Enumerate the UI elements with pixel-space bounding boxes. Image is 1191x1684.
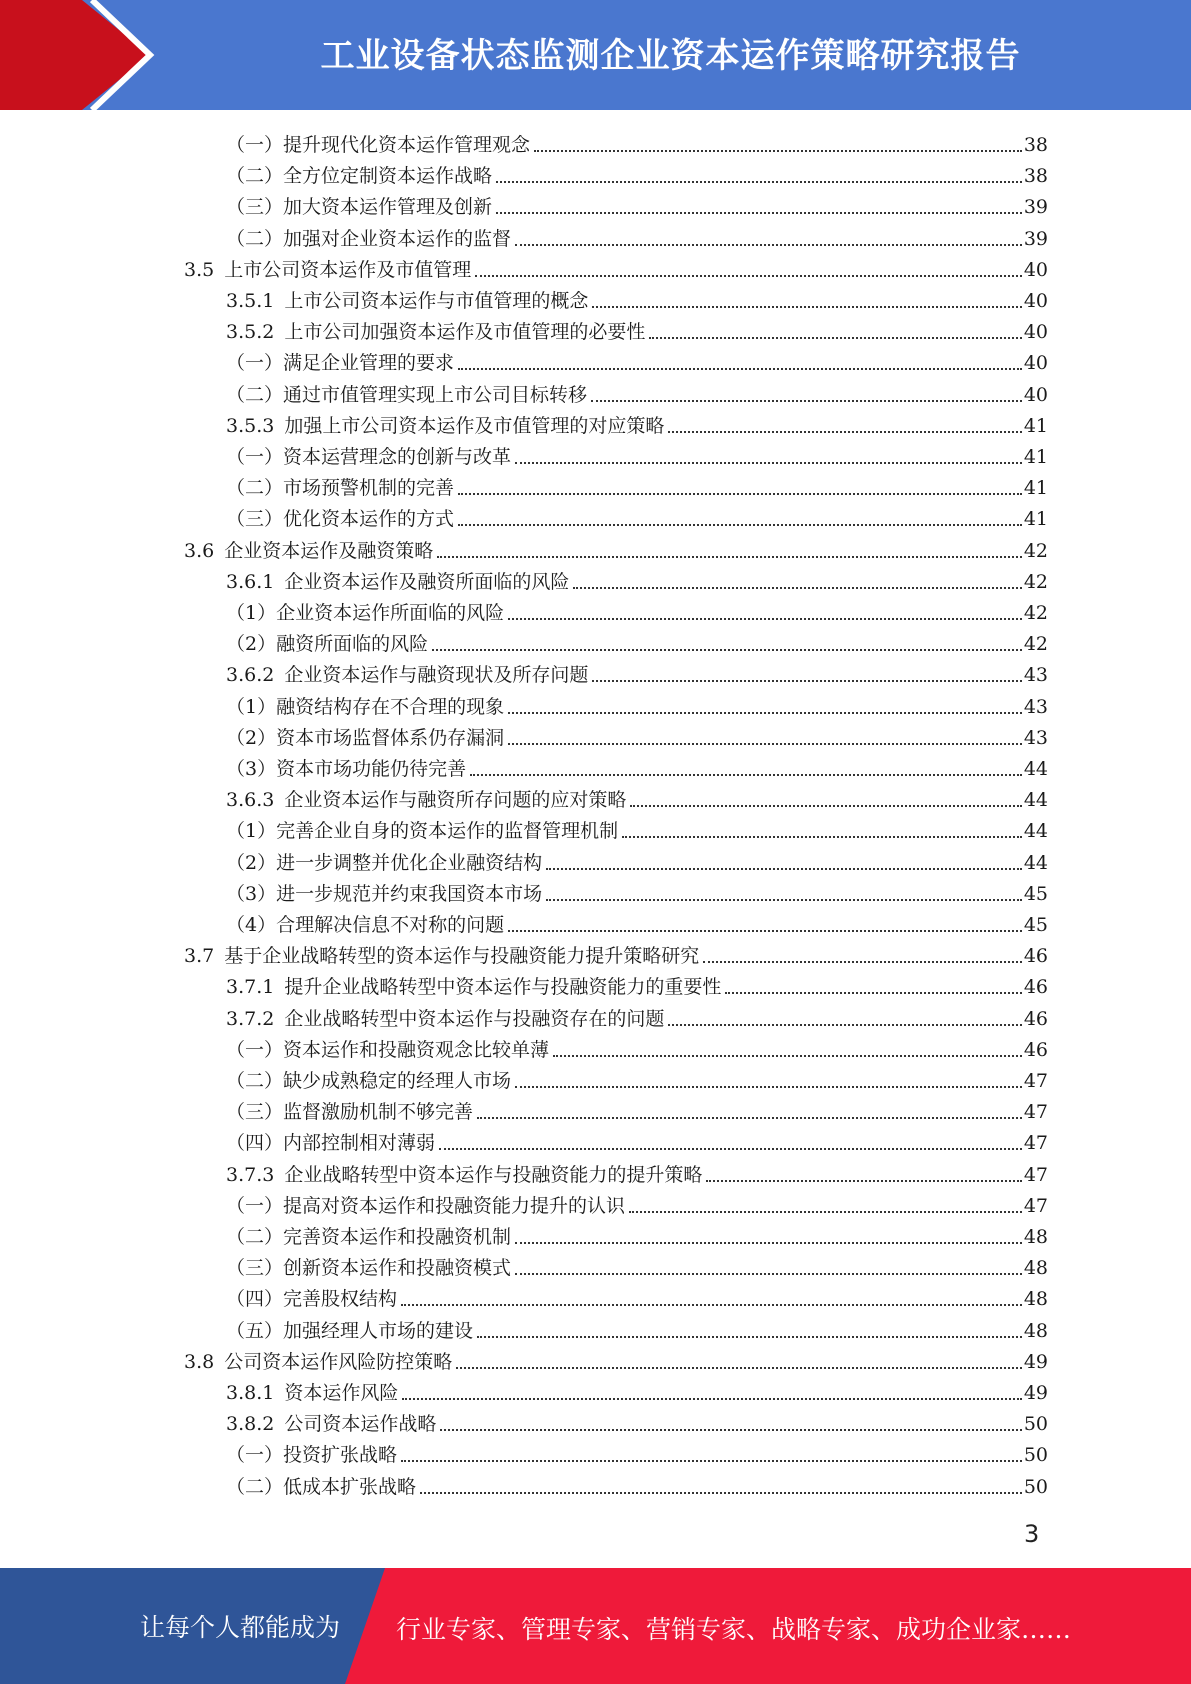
toc-entry-label xyxy=(226,382,591,408)
toc-entry-text: （一）投资扩张战略 xyxy=(226,1444,398,1467)
toc-entry[interactable] xyxy=(184,253,1048,283)
toc-entry-text: （三）加大资本运作管理及创新 xyxy=(226,196,493,219)
toc-entry-text: （2）资本市场监督体系仍存漏洞 xyxy=(226,726,505,749)
toc-entry-page: 50 xyxy=(1023,1444,1048,1467)
toc-entry[interactable] xyxy=(226,1407,1048,1437)
toc-entry-number: 3.6.3 xyxy=(226,789,275,812)
toc-entry[interactable] xyxy=(226,814,1048,844)
toc-entry[interactable] xyxy=(184,534,1048,564)
toc-entry-page: 47 xyxy=(1023,1132,1048,1155)
toc-entry[interactable] xyxy=(226,502,1048,532)
toc-entry-text: （二）市场预警机制的完善 xyxy=(226,477,455,500)
toc-dot-leader xyxy=(508,743,1022,745)
toc-dot-leader xyxy=(630,805,1021,807)
toc-dot-leader xyxy=(629,1211,1022,1213)
toc-entry-page: 47 xyxy=(1023,1101,1048,1124)
toc-dot-leader xyxy=(515,1086,1022,1088)
toc-entry[interactable] xyxy=(226,1282,1048,1312)
toc-dot-leader xyxy=(592,680,1021,682)
toc-entry-label xyxy=(226,1224,515,1250)
toc-dot-leader xyxy=(496,181,1022,183)
toc-entry-text: （3）资本市场功能仍待完善 xyxy=(226,758,467,780)
toc-dot-leader xyxy=(401,1304,1022,1306)
toc-entry[interactable] xyxy=(226,1251,1048,1281)
toc-entry-text: 企业资本运作与融资现状及所存问题 xyxy=(284,664,589,687)
toc-dot-leader xyxy=(573,587,1021,589)
toc-entry-text: （四）内部控制相对薄弱 xyxy=(226,1132,436,1155)
toc-entry-label xyxy=(226,1286,401,1312)
toc-dot-leader xyxy=(515,1273,1022,1275)
toc-dot-leader xyxy=(458,368,1022,370)
toc-entry-label xyxy=(226,694,508,720)
toc-entry-text: 企业资本运作及融资所面临的风险 xyxy=(284,570,570,593)
toc-entry-page: 48 xyxy=(1023,1288,1048,1311)
toc-entry-page: 43 xyxy=(1023,726,1048,749)
toc-entry-number: 3.7.2 xyxy=(226,1007,275,1030)
toc-dot-leader xyxy=(592,306,1021,308)
toc-entry-text: （1）融资结构存在不合理的现象 xyxy=(226,695,505,718)
toc-entry-label xyxy=(226,350,458,376)
toc-entry-text: （一）提升现代化资本运作管理观念 xyxy=(226,134,531,156)
toc-dot-leader xyxy=(649,337,1021,339)
toc-entry[interactable] xyxy=(226,1158,1048,1188)
toc-entry-label xyxy=(226,818,622,844)
toc-entry[interactable] xyxy=(226,409,1048,439)
toc-entry-page: 44 xyxy=(1023,758,1048,780)
toc-entry-text: 上市公司资本运作与市值管理的概念 xyxy=(284,290,589,312)
toc-entry-page: 48 xyxy=(1023,1319,1048,1342)
toc-entry-text: （1）完善企业自身的资本运作的监督管理机制 xyxy=(226,820,619,843)
toc-dot-leader xyxy=(668,431,1021,433)
toc-entry-page: 39 xyxy=(1023,227,1048,250)
toc-entry-number: 3.8.2 xyxy=(226,1413,275,1436)
toc-entry-text: （二）完善资本运作和投融资机制 xyxy=(226,1226,512,1248)
toc-entry-text: 资本运作风险 xyxy=(284,1382,399,1404)
toc-entry-label xyxy=(184,943,703,969)
toc-dot-leader xyxy=(437,556,1022,558)
toc-entry-text: （1）企业资本运作所面临的风险 xyxy=(226,602,505,624)
toc-dot-leader xyxy=(432,649,1022,651)
toc-entry-number: 3.6 xyxy=(184,539,215,562)
toc-dot-leader xyxy=(439,1148,1022,1150)
toc-entry-page: 46 xyxy=(1023,976,1048,999)
toc-entry-number: 3.7 xyxy=(184,945,215,968)
toc-entry-label xyxy=(226,974,725,1000)
toc-entry-page: 48 xyxy=(1023,1226,1048,1248)
toc-entry-text: 企业战略转型中资本运作与投融资能力的提升策略 xyxy=(284,1163,703,1186)
toc-entry-text: （二）加强对企业资本运作的监督 xyxy=(226,227,512,250)
toc-entry[interactable] xyxy=(226,1033,1048,1063)
toc-entry[interactable] xyxy=(184,1345,1048,1375)
toc-entry-label xyxy=(226,725,508,751)
toc-entry[interactable] xyxy=(226,877,1048,907)
toc-entry-page: 42 xyxy=(1023,570,1048,593)
toc-entry-text: （二）全方位定制资本运作战略 xyxy=(226,165,493,188)
toc-entry[interactable] xyxy=(226,1314,1048,1344)
toc-entry-label xyxy=(226,569,573,595)
toc-dot-leader xyxy=(622,836,1022,838)
toc-entry-label xyxy=(226,881,546,907)
toc-entry[interactable] xyxy=(226,128,1048,158)
toc-entry-label xyxy=(226,787,630,813)
toc-entry-text: （三）监督激励机制不够完善 xyxy=(226,1101,474,1124)
toc-entry-label xyxy=(226,319,649,345)
toc-entry[interactable] xyxy=(226,690,1048,720)
toc-dot-leader xyxy=(668,1024,1021,1026)
toc-entry-label xyxy=(226,1411,440,1437)
toc-entry[interactable] xyxy=(226,1095,1048,1125)
toc-dot-leader xyxy=(475,275,1022,277)
toc-entry[interactable] xyxy=(226,1470,1048,1500)
toc-entry-label xyxy=(226,1068,515,1094)
toc-entry-label xyxy=(226,1037,553,1063)
toc-entry-page: 40 xyxy=(1023,383,1048,406)
toc-entry-label xyxy=(226,1193,629,1219)
toc-dot-leader xyxy=(508,930,1022,932)
toc-dot-leader xyxy=(534,150,1022,152)
toc-entry-page: 48 xyxy=(1023,1257,1048,1280)
toc-entry-page: 42 xyxy=(1023,602,1048,624)
toc-entry-label xyxy=(226,1380,402,1406)
toc-entry[interactable] xyxy=(226,783,1048,813)
footer-slogan-right: 行业专家、管理专家、营销专家、战略专家、成功企业家…… xyxy=(396,1615,1072,1644)
toc-entry-text: 加强上市公司资本运作及市值管理的对应策略 xyxy=(284,414,665,437)
toc-entry[interactable] xyxy=(226,1002,1048,1032)
toc-dot-leader xyxy=(515,462,1022,464)
toc-entry-page: 42 xyxy=(1023,633,1048,656)
toc-entry-label xyxy=(226,1162,706,1188)
toc-entry[interactable] xyxy=(226,846,1048,876)
toc-entry-page: 44 xyxy=(1023,789,1048,812)
toc-dot-leader xyxy=(553,1055,1022,1057)
toc-entry-page: 43 xyxy=(1023,664,1048,687)
toc-entry-text: （三）创新资本运作和投融资模式 xyxy=(226,1257,512,1280)
toc-entry-label xyxy=(226,631,432,657)
toc-entry-text: 基于企业战略转型的资本运作与投融资能力提升策略研究 xyxy=(224,945,700,968)
toc-dot-leader xyxy=(496,212,1022,214)
footer-slogan-left: 让每个人都能成为 xyxy=(140,1613,341,1642)
toc-entry[interactable] xyxy=(226,1064,1048,1094)
toc-entry-label xyxy=(226,413,668,439)
toc-entry-label xyxy=(226,288,592,314)
toc-entry-page: 45 xyxy=(1023,882,1048,905)
toc-dot-leader xyxy=(546,899,1022,901)
toc-entry-number: 3.5.2 xyxy=(226,321,275,344)
toc-entry-number: 3.5.3 xyxy=(226,414,275,437)
toc-entry-page: 45 xyxy=(1023,914,1048,936)
toc-entry-label xyxy=(226,1099,477,1125)
toc-dot-leader xyxy=(401,1460,1022,1462)
toc-entry-page: 50 xyxy=(1023,1475,1048,1498)
toc-entry-page: 46 xyxy=(1023,1038,1048,1061)
toc-entry-label xyxy=(226,756,470,782)
toc-dot-leader xyxy=(458,493,1022,495)
toc-entry[interactable] xyxy=(184,939,1048,969)
toc-entry-text: 企业战略转型中资本运作与投融资存在的问题 xyxy=(284,1007,665,1030)
toc-entry-text: （一）提高对资本运作和投融资能力提升的认识 xyxy=(226,1194,626,1217)
toc-entry-label xyxy=(226,1255,515,1281)
toc-entry-label xyxy=(226,850,546,876)
toc-entry-page: 41 xyxy=(1023,508,1048,531)
toc-entry-text: （三）优化资本运作的方式 xyxy=(226,508,455,531)
toc-entry-page: 44 xyxy=(1023,820,1048,843)
toc-dot-leader xyxy=(470,774,1022,776)
toc-entry[interactable] xyxy=(226,721,1048,751)
toc-entry[interactable] xyxy=(226,1126,1048,1156)
toc-dot-leader xyxy=(420,1492,1022,1494)
toc-entry-page: 41 xyxy=(1023,414,1048,437)
toc-dot-leader xyxy=(440,1429,1021,1431)
toc-entry-page: 38 xyxy=(1023,134,1048,156)
toc-dot-leader xyxy=(515,1242,1022,1244)
toc-entry[interactable] xyxy=(226,440,1048,470)
toc-entry-page: 41 xyxy=(1023,477,1048,500)
toc-entry[interactable] xyxy=(226,284,1048,314)
toc-entry-text: （3）进一步规范并约束我国资本市场 xyxy=(226,882,543,905)
toc-dot-leader xyxy=(477,1336,1022,1338)
toc-entry-label xyxy=(226,194,496,220)
toc-entry-page: 40 xyxy=(1023,258,1048,281)
toc-entry-page: 47 xyxy=(1023,1163,1048,1186)
toc-entry[interactable] xyxy=(226,596,1048,626)
toc-entry-text: （一）资本运营理念的创新与改革 xyxy=(226,446,512,468)
toc-entry-text: （四）完善股权结构 xyxy=(226,1288,398,1311)
toc-entry-page: 50 xyxy=(1023,1413,1048,1436)
toc-entry-label xyxy=(226,475,458,501)
toc-entry-text: （2）进一步调整并优化企业融资结构 xyxy=(226,851,543,874)
toc-entry-text: （一）满足企业管理的要求 xyxy=(226,352,455,375)
toc-entry-label xyxy=(184,538,437,564)
toc-dot-leader xyxy=(706,1180,1021,1182)
toc-entry-page: 44 xyxy=(1023,851,1048,874)
toc-dot-leader xyxy=(402,1398,1021,1400)
toc-dot-leader xyxy=(508,618,1022,620)
page-footer xyxy=(0,1568,1191,1684)
toc-entry[interactable] xyxy=(226,627,1048,657)
toc-entry-label xyxy=(226,1130,439,1156)
toc-entry-number: 3.7.1 xyxy=(226,976,275,999)
toc-entry[interactable] xyxy=(226,378,1048,408)
toc-entry-number: 3.8.1 xyxy=(226,1382,275,1404)
toc-entry-label xyxy=(226,1318,477,1344)
page-number: 3 xyxy=(1024,1520,1040,1548)
toc-entry-page: 40 xyxy=(1023,290,1048,312)
toc-entry-text: （二）低成本扩张战略 xyxy=(226,1475,417,1498)
toc-entry[interactable] xyxy=(226,908,1048,938)
toc-entry[interactable] xyxy=(226,1438,1048,1468)
toc-entry-text: （2）融资所面临的风险 xyxy=(226,633,429,656)
toc-entry[interactable] xyxy=(226,159,1048,189)
toc-entry-number: 3.8 xyxy=(184,1350,215,1373)
toc-entry-label xyxy=(184,1349,456,1375)
toc-entry-label xyxy=(226,1474,420,1500)
toc-entry-text: 企业资本运作与融资所存问题的应对策略 xyxy=(284,789,627,812)
toc-entry-number: 3.6.2 xyxy=(226,664,275,687)
toc-dot-leader xyxy=(515,244,1022,246)
toc-entry-label xyxy=(226,662,592,688)
toc-entry-text: 提升企业战略转型中资本运作与投融资能力的重要性 xyxy=(284,976,722,999)
toc-entry-text: （五）加强经理人市场的建设 xyxy=(226,1319,474,1342)
toc-entry-text: 公司资本运作风险防控策略 xyxy=(224,1350,453,1373)
toc-entry[interactable] xyxy=(226,190,1048,220)
toc-entry-label xyxy=(226,600,508,626)
toc-entry-number: 3.5 xyxy=(184,258,215,281)
toc-entry-text: （二）缺少成熟稳定的经理人市场 xyxy=(226,1070,512,1092)
toc-dot-leader xyxy=(703,961,1022,963)
toc-entry-page: 42 xyxy=(1023,539,1048,562)
toc-entry[interactable] xyxy=(226,970,1048,1000)
toc-dot-leader xyxy=(725,992,1021,994)
toc-entry[interactable] xyxy=(226,565,1048,595)
toc-entry-text: 上市公司加强资本运作及市值管理的必要性 xyxy=(284,321,646,344)
toc-entry-text: 上市公司资本运作及市值管理 xyxy=(224,258,472,281)
toc-entry-number: 3.6.1 xyxy=(226,570,275,593)
toc-entry-page: 41 xyxy=(1023,446,1048,468)
toc-entry-text: 公司资本运作战略 xyxy=(284,1413,437,1436)
toc-entry-label xyxy=(226,1442,401,1468)
toc-entry[interactable] xyxy=(226,658,1048,688)
toc-entry-page: 49 xyxy=(1023,1382,1048,1404)
toc-entry-text: （二）通过市值管理实现上市公司目标转移 xyxy=(226,383,588,406)
toc-entry-text: （一）资本运作和投融资观念比较单薄 xyxy=(226,1038,550,1061)
toc-entry-page: 40 xyxy=(1023,321,1048,344)
toc-entry-text: （4）合理解决信息不对称的问题 xyxy=(226,914,505,936)
toc-entry-page: 46 xyxy=(1023,1007,1048,1030)
toc-entry-page: 43 xyxy=(1023,695,1048,718)
toc-entry-label xyxy=(184,257,475,283)
toc-entry-number: 3.5.1 xyxy=(226,290,275,312)
toc-entry-label xyxy=(226,506,458,532)
toc-entry[interactable] xyxy=(226,471,1048,501)
toc-entry-label xyxy=(226,226,515,252)
toc-entry[interactable] xyxy=(226,315,1048,345)
report-title: 工业设备状态监测企业资本运作策略研究报告 xyxy=(320,36,1021,76)
toc-entry-page: 39 xyxy=(1023,196,1048,219)
toc-dot-leader xyxy=(458,524,1022,526)
toc-entry-page: 40 xyxy=(1023,352,1048,375)
toc-dot-leader xyxy=(508,712,1022,714)
toc-entry-number: 3.7.3 xyxy=(226,1163,275,1186)
toc-entry-label xyxy=(226,912,508,938)
toc-entry[interactable] xyxy=(226,1220,1048,1250)
page-header xyxy=(0,0,1191,110)
toc-entry-label xyxy=(226,163,496,189)
toc-entry-page: 47 xyxy=(1023,1194,1048,1217)
toc-dot-leader xyxy=(591,400,1022,402)
toc-dot-leader xyxy=(546,868,1022,870)
toc-entry-label xyxy=(226,132,534,158)
toc-entry[interactable] xyxy=(226,1189,1048,1219)
toc-entry[interactable] xyxy=(226,752,1048,782)
toc-entry-page: 47 xyxy=(1023,1070,1048,1092)
toc-entry-page: 49 xyxy=(1023,1350,1048,1373)
toc-entry-label xyxy=(226,444,515,470)
toc-dot-leader xyxy=(456,1367,1022,1369)
toc-entry-label xyxy=(226,1006,668,1032)
toc-dot-leader xyxy=(477,1117,1022,1119)
toc-entry-page: 46 xyxy=(1023,945,1048,968)
toc-entry-page: 38 xyxy=(1023,165,1048,188)
toc-entry[interactable] xyxy=(226,222,1048,252)
toc-entry[interactable] xyxy=(226,346,1048,376)
toc-entry-text: 企业资本运作及融资策略 xyxy=(224,539,434,562)
toc-entry[interactable] xyxy=(226,1376,1048,1406)
